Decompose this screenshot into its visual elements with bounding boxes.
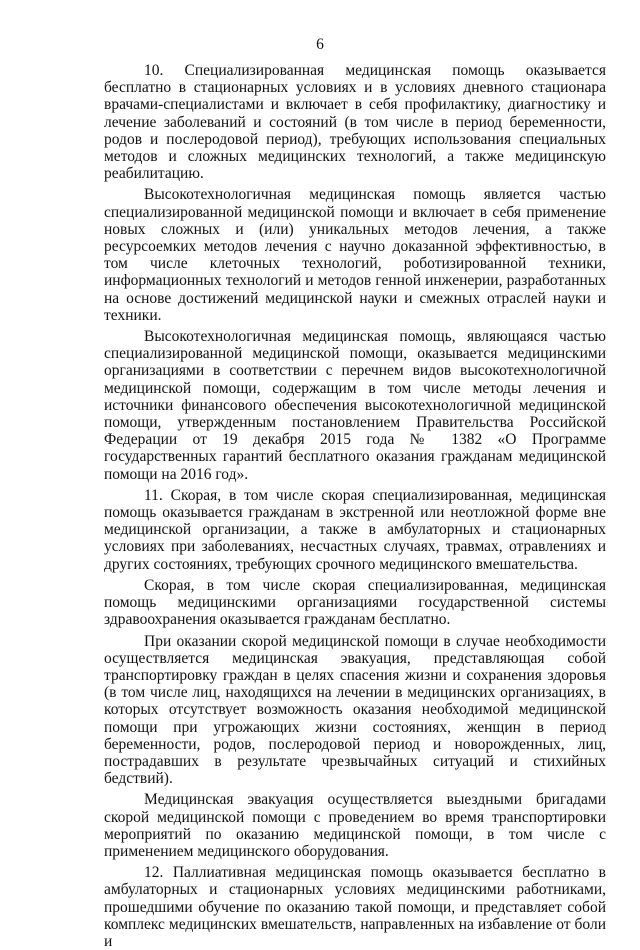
paragraph-high-tech-definition: Высокотехнологичная медицинская помощь является частью специализированной медицинской помощи и включает в себя применение новых сложных и (или) уникальных методов лечения, а также ресурсоемких методов лечения с научно доказанной эффективностью, в том числе клеточных технологий, роботизированной техники, информационных технологий и методов генной инженерии, разработанных на основе достижений медицинской науки и смежных отраслей науки и техники. bbox=[104, 186, 606, 324]
page-number: 6 bbox=[316, 36, 324, 53]
paragraph-12-palliative-care: 12. Паллиативная медицинская помощь оказывается бесплатно в амбулаторных и стационарных условиях медицинскими работниками, прошедшими обучение по оказанию такой помощи, и представляет собой комплекс медицинских вмешательств, направленных на избавление от боли и bbox=[104, 864, 606, 950]
body-text bbox=[104, 62, 606, 950]
paragraph-11-emergency-care: 11. Скорая, в том числе скорая специализированная, медицинская помощь оказывается гражданам в экстренной или неотложной форме вне медицинской организации, а также в амбулаторных и стационарных условиях при заболеваниях, несчастных случаях, травмах, отравлениях и других состояниях, требующих срочного медицинского вмешательства. bbox=[104, 486, 606, 573]
paragraph-evacuation-teams: Медицинская эвакуация осуществляется выездными бригадами скорой медицинской помощи с проведением во время транспортировки мероприятий по оказанию медицинской помощи, в том числе с применением медицинского оборудования. bbox=[104, 791, 606, 860]
paragraph-medical-evacuation: При оказании скорой медицинской помощи в случае необходимости осуществляется медицинская эвакуация, представляющая собой транспортировку граждан в целях спасения жизни и сохранения здоровья (в том числе лиц, находящихся на лечении в медицинских организациях, в которых отсутствует возможность оказания необходимой медицинской помощи при угрожающих жизни состояниях, женщин в период беременности, родов, послеродовой период и новорожденных, лиц, пострадавших в результате чрезвычайных ситуаций и стихийных бедствий). bbox=[104, 632, 606, 788]
paragraph-10-specialized-care: 10. Специализированная медицинская помощь оказывается бесплатно в стационарных условиях и в условиях дневного стационара врачами-специалистами и включает в себя профилактику, диагностику и лечение заболеваний и состояний (в том числе в период беременности, родов и послеродовой период), требующих использования специальных методов и сложных медицинских технологий, а также медицинскую реабилитацию. bbox=[104, 62, 606, 183]
paragraph-emergency-free: Скорая, в том числе скорая специализированная, медицинская помощь медицинскими организациями государственной системы здравоохранения оказывается гражданам бесплатно. bbox=[104, 576, 606, 629]
paragraph-high-tech-provision: Высокотехнологичная медицинская помощь, являющаяся частью специализированной медицинской помощи, оказывается медицинскими организациями в соответствии с перечнем видов высокотехнологичной медицинской помощи, содержащим в том числе методы лечения и источники финансового обеспечения высокотехнологичной медицинской помощи, утвержденным постановлением Правительства Российской Федерации от 19 декабря 2015 года № 1382 «О Программе государственных гарантий бесплатного оказания гражданам медицинской помощи на 2016 год». bbox=[104, 328, 606, 483]
